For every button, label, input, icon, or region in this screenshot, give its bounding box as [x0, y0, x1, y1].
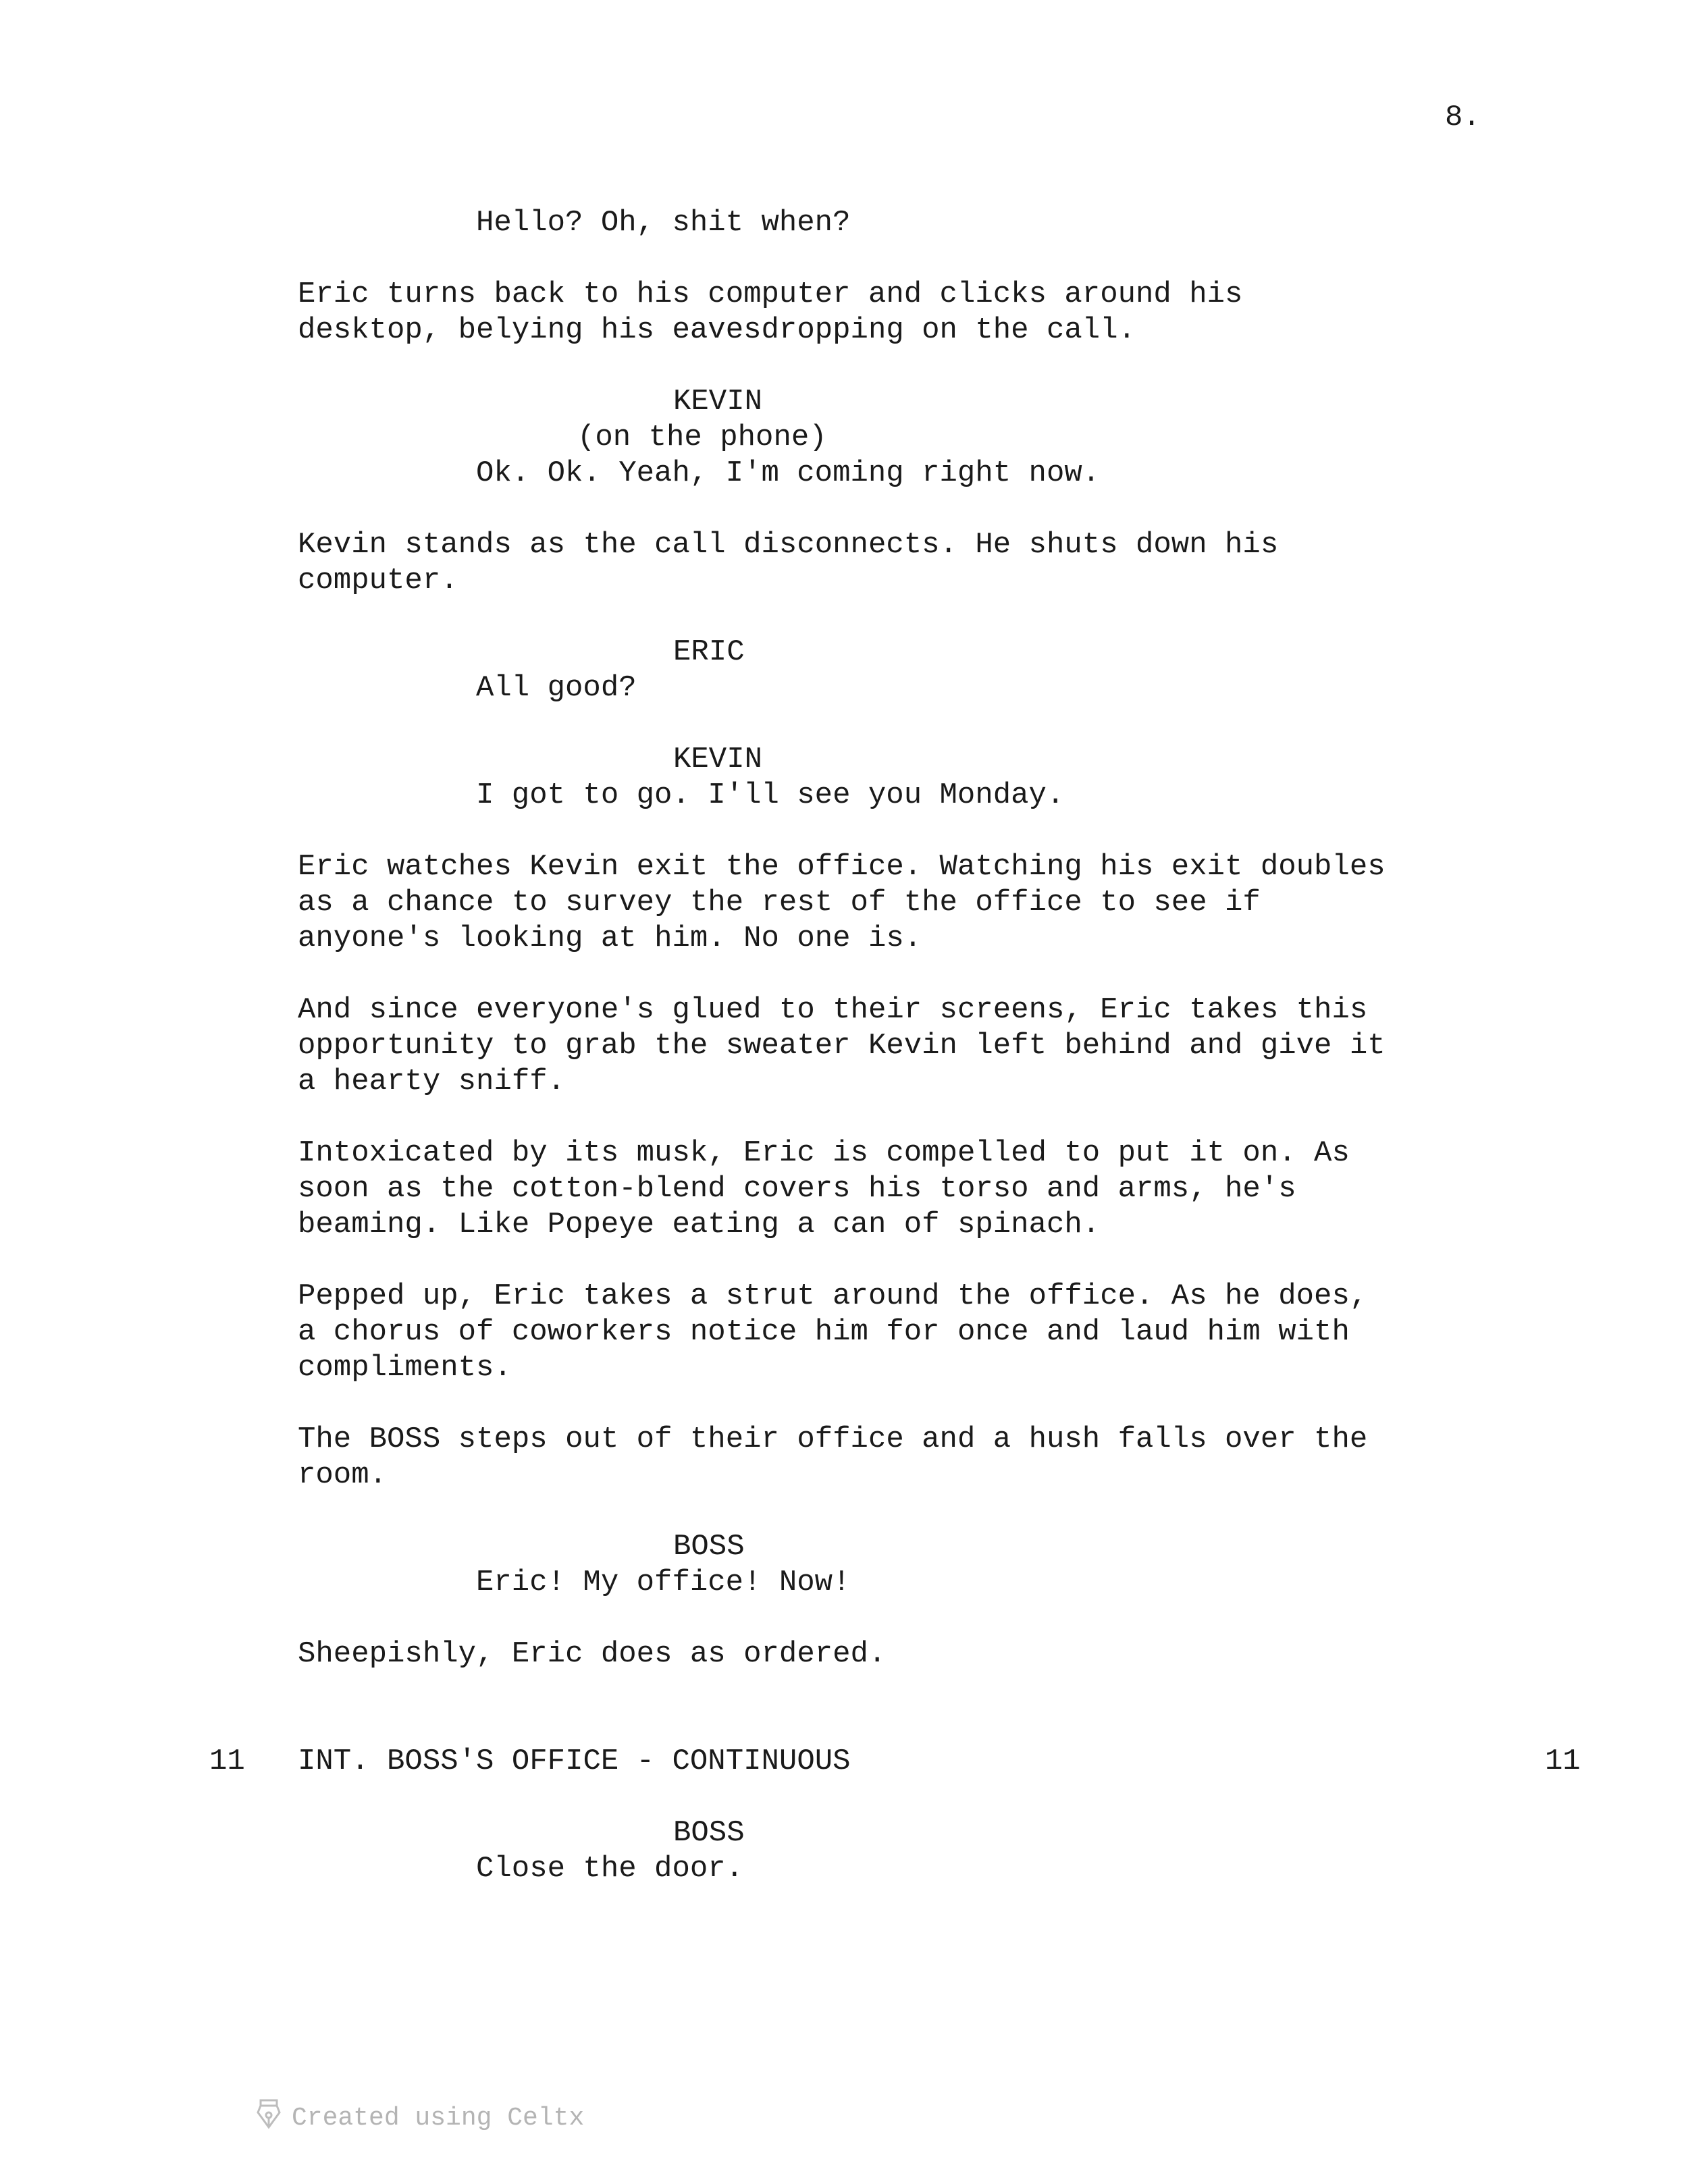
action-line: anyone's looking at him. No one is.: [298, 922, 922, 955]
dialogue-line: Close the door.: [476, 1852, 744, 1886]
character-name: ERIC: [673, 635, 745, 669]
action-line: Pepped up, Eric takes a strut around the office. As he does,: [298, 1279, 1368, 1313]
character-name: KEVIN: [673, 385, 763, 419]
celtx-pen-icon: [255, 2098, 282, 2138]
action-line: soon as the cotton-blend covers his torso and arms, he's: [298, 1172, 1296, 1206]
page-number: 8.: [1445, 101, 1481, 134]
dialogue-line: Eric! My office! Now!: [476, 1566, 851, 1599]
action-line: computer.: [298, 564, 458, 597]
dialogue-line: I got to go. I'll see you Monday.: [476, 778, 1065, 812]
action-line: And since everyone's glued to their screens, Eric takes this: [298, 993, 1368, 1027]
character-name: BOSS: [673, 1816, 745, 1850]
action-line: Intoxicated by its musk, Eric is compelled to put it on. As: [298, 1136, 1350, 1170]
action-line: opportunity to grab the sweater Kevin left behind and give it: [298, 1029, 1386, 1063]
action-line: desktop, belying his eavesdropping on the call.: [298, 313, 1136, 347]
action-line: Sheepishly, Eric does as ordered.: [298, 1637, 887, 1671]
footer-text: Created using Celtx: [292, 2103, 585, 2133]
character-name: BOSS: [673, 1530, 745, 1564]
dialogue-line: Ok. Ok. Yeah, I'm coming right now.: [476, 456, 1101, 490]
scene-heading: INT. BOSS'S OFFICE - CONTINUOUS: [298, 1744, 851, 1778]
action-line: beaming. Like Popeye eating a can of spinach.: [298, 1208, 1101, 1242]
action-line: Eric turns back to his computer and clicks around his: [298, 277, 1243, 311]
action-line: compliments.: [298, 1351, 512, 1385]
dialogue-line: All good?: [476, 671, 637, 705]
scene-number-left: 11: [209, 1744, 245, 1778]
parenthetical: (on the phone): [577, 421, 827, 454]
character-name: KEVIN: [673, 743, 763, 776]
scene-number-right: 11: [1545, 1744, 1581, 1778]
dialogue-line: Hello? Oh, shit when?: [476, 206, 851, 240]
action-line: Kevin stands as the call disconnects. He shuts down his: [298, 528, 1279, 562]
celtx-footer: [255, 2101, 584, 2135]
action-line: a hearty sniff.: [298, 1065, 566, 1098]
action-line: The BOSS steps out of their office and a hush falls over the: [298, 1422, 1368, 1456]
action-line: as a chance to survey the rest of the office to see if: [298, 886, 1261, 920]
action-line: a chorus of coworkers notice him for once and laud him with: [298, 1315, 1350, 1349]
action-line: Eric watches Kevin exit the office. Watching his exit doubles: [298, 850, 1386, 884]
action-line: room.: [298, 1458, 388, 1492]
